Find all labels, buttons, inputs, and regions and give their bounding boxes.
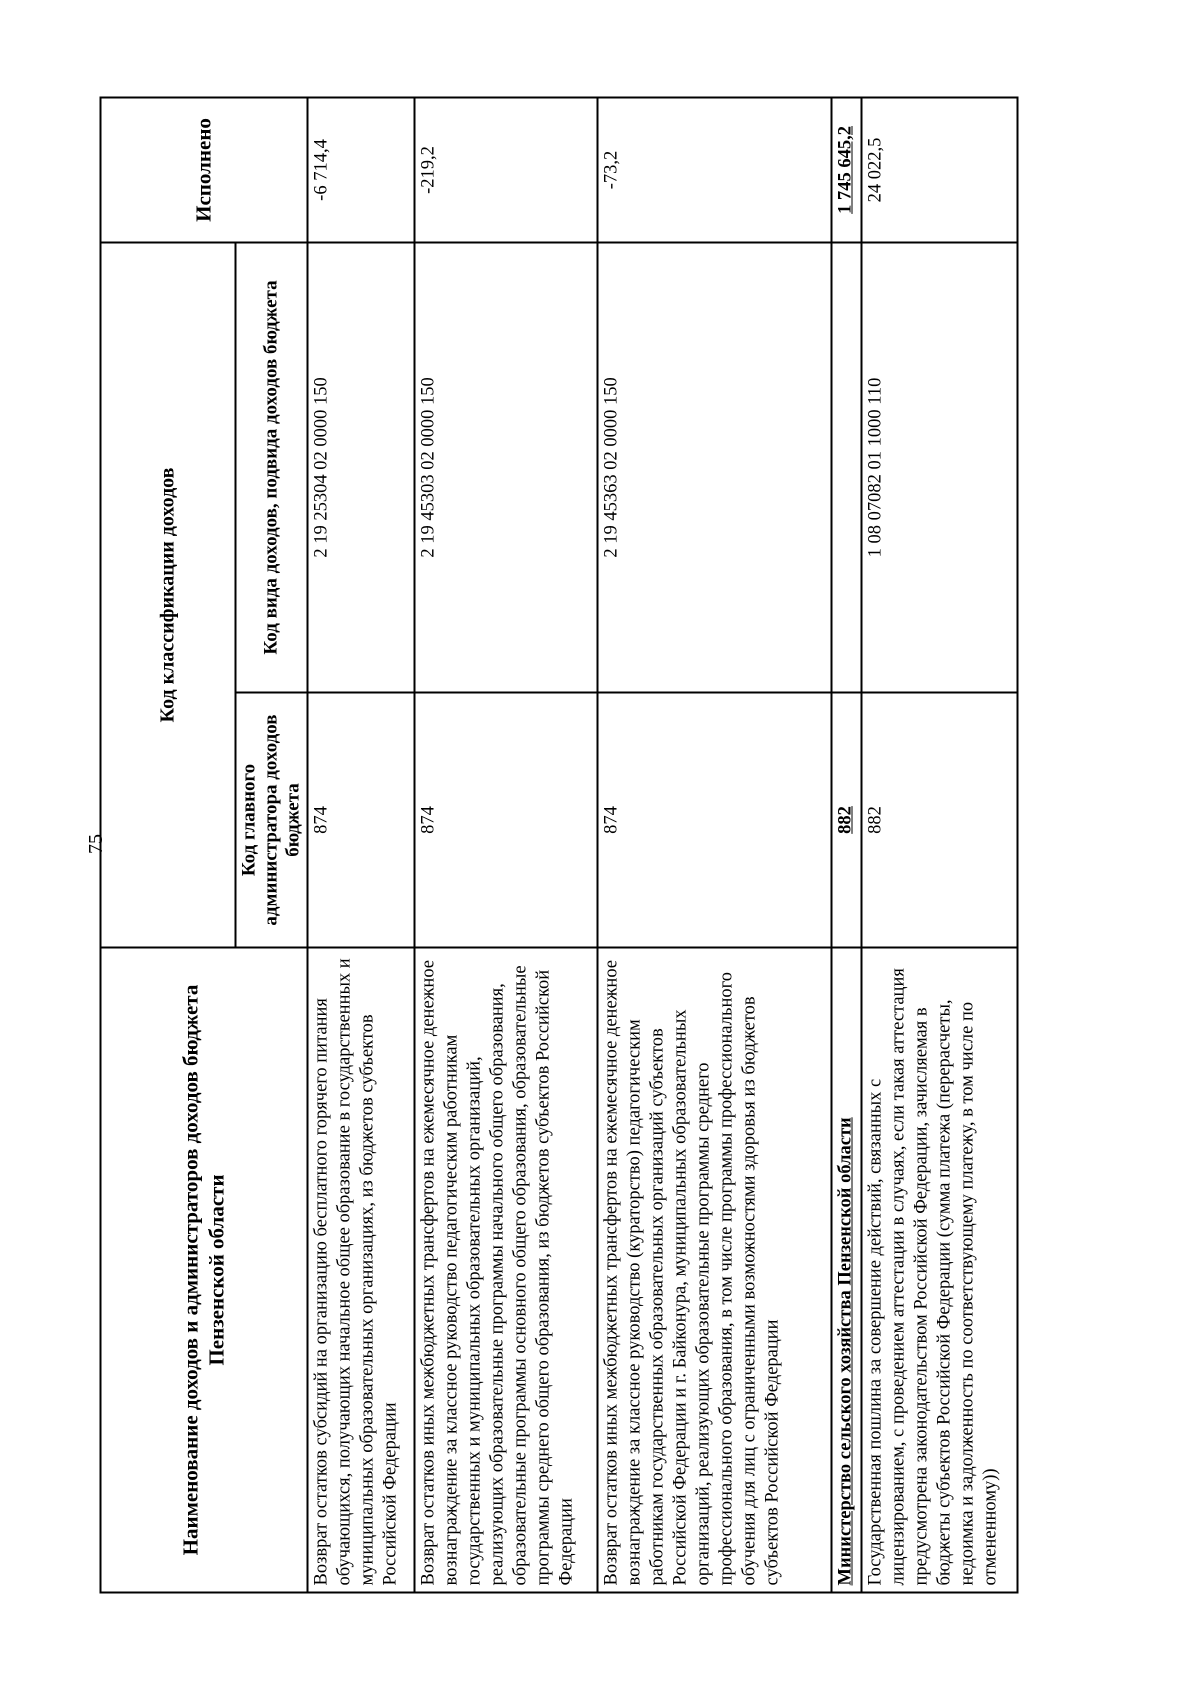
rotated-table-container	[100, 99, 1001, 1594]
row-type-code	[831, 242, 861, 692]
row-value: -73,2	[597, 97, 831, 242]
row-admin-code: 874	[597, 692, 831, 947]
table-row	[597, 97, 831, 1592]
row-type-code: 2 19 45303 02 0000 150	[414, 242, 597, 692]
row-admin-code: 882	[831, 692, 861, 947]
row-value: -219,2	[414, 97, 597, 242]
table-row	[831, 97, 861, 1592]
header-name: Наименование доходов и администраторов доходов бюджета Пензенской области	[101, 947, 308, 1592]
row-name: Возврат остатков субсидий на организацию бесплатного горячего питания обучающихся, получающих начальное общее образование в государственных и муниципальных образовательных организациях, из бюджетов субъектов Российской Федерации	[307, 947, 414, 1592]
header-type-code: Код вида доходов, подвида доходов бюджета	[236, 242, 308, 692]
row-type-code: 2 19 25304 02 0000 150	[307, 242, 414, 692]
page-number: 75	[85, 834, 107, 854]
header-executed: Исполнено	[101, 97, 308, 242]
row-value: 24 022,5	[861, 97, 1017, 242]
row-type-code: 2 19 45363 02 0000 150	[597, 242, 831, 692]
row-name: Возврат остатков иных межбюджетных трансфертов на ежемесячное денежное вознаграждение за классное руководство педагогическим работникам государственных и муниципальных образовательных организаций, реализующих образовательные программы начального общего образования, образовательные программы основного общего образования, образовательные программы среднего общего образования, из бюджетов субъектов Российской Федерации	[414, 947, 597, 1592]
revenue-table	[100, 96, 1019, 1593]
table-row	[414, 97, 597, 1592]
row-name: Государственная пошлина за совершение действий, связанных с лицензированием, с проведением аттестации в случаях, если такая аттестация предусмотрена законодательством Российской Федерации, зачисляемая в бюджеты субъектов Российской Федерации (сумма платежа (перерасчеты, недоимка и задолженность по соответствующему платежу, в том числе по отмененному))	[861, 947, 1017, 1592]
row-admin-code: 882	[861, 692, 1017, 947]
header-code-group: Код классификации доходов	[101, 242, 236, 947]
row-value: -6 714,4	[307, 97, 414, 242]
row-admin-code: 874	[414, 692, 597, 947]
row-name: Министерство сельского хозяйства Пензенской области	[831, 947, 861, 1592]
row-value: 1 745 645,2	[831, 97, 861, 242]
table-row	[861, 97, 1017, 1592]
row-admin-code: 874	[307, 692, 414, 947]
header-admin-code: Код главного администратора доходов бюджета	[236, 692, 308, 947]
row-type-code: 1 08 07082 01 1000 110	[861, 242, 1017, 692]
table-row	[307, 97, 414, 1592]
row-name: Возврат остатков иных межбюджетных трансфертов на ежемесячное денежное вознаграждение за классное руководство (кураторство) педагогическим работникам государственных образовательных организаций субъектов Российской Федерации и г. Байконура, муниципальных образовательных организаций, реализующих образовательные программы среднего профессионального образования, в том числе программы профессионального обучения для лиц с ограниченными возможностями здоровья из бюджетов субъектов Российской Федерации	[597, 947, 831, 1592]
